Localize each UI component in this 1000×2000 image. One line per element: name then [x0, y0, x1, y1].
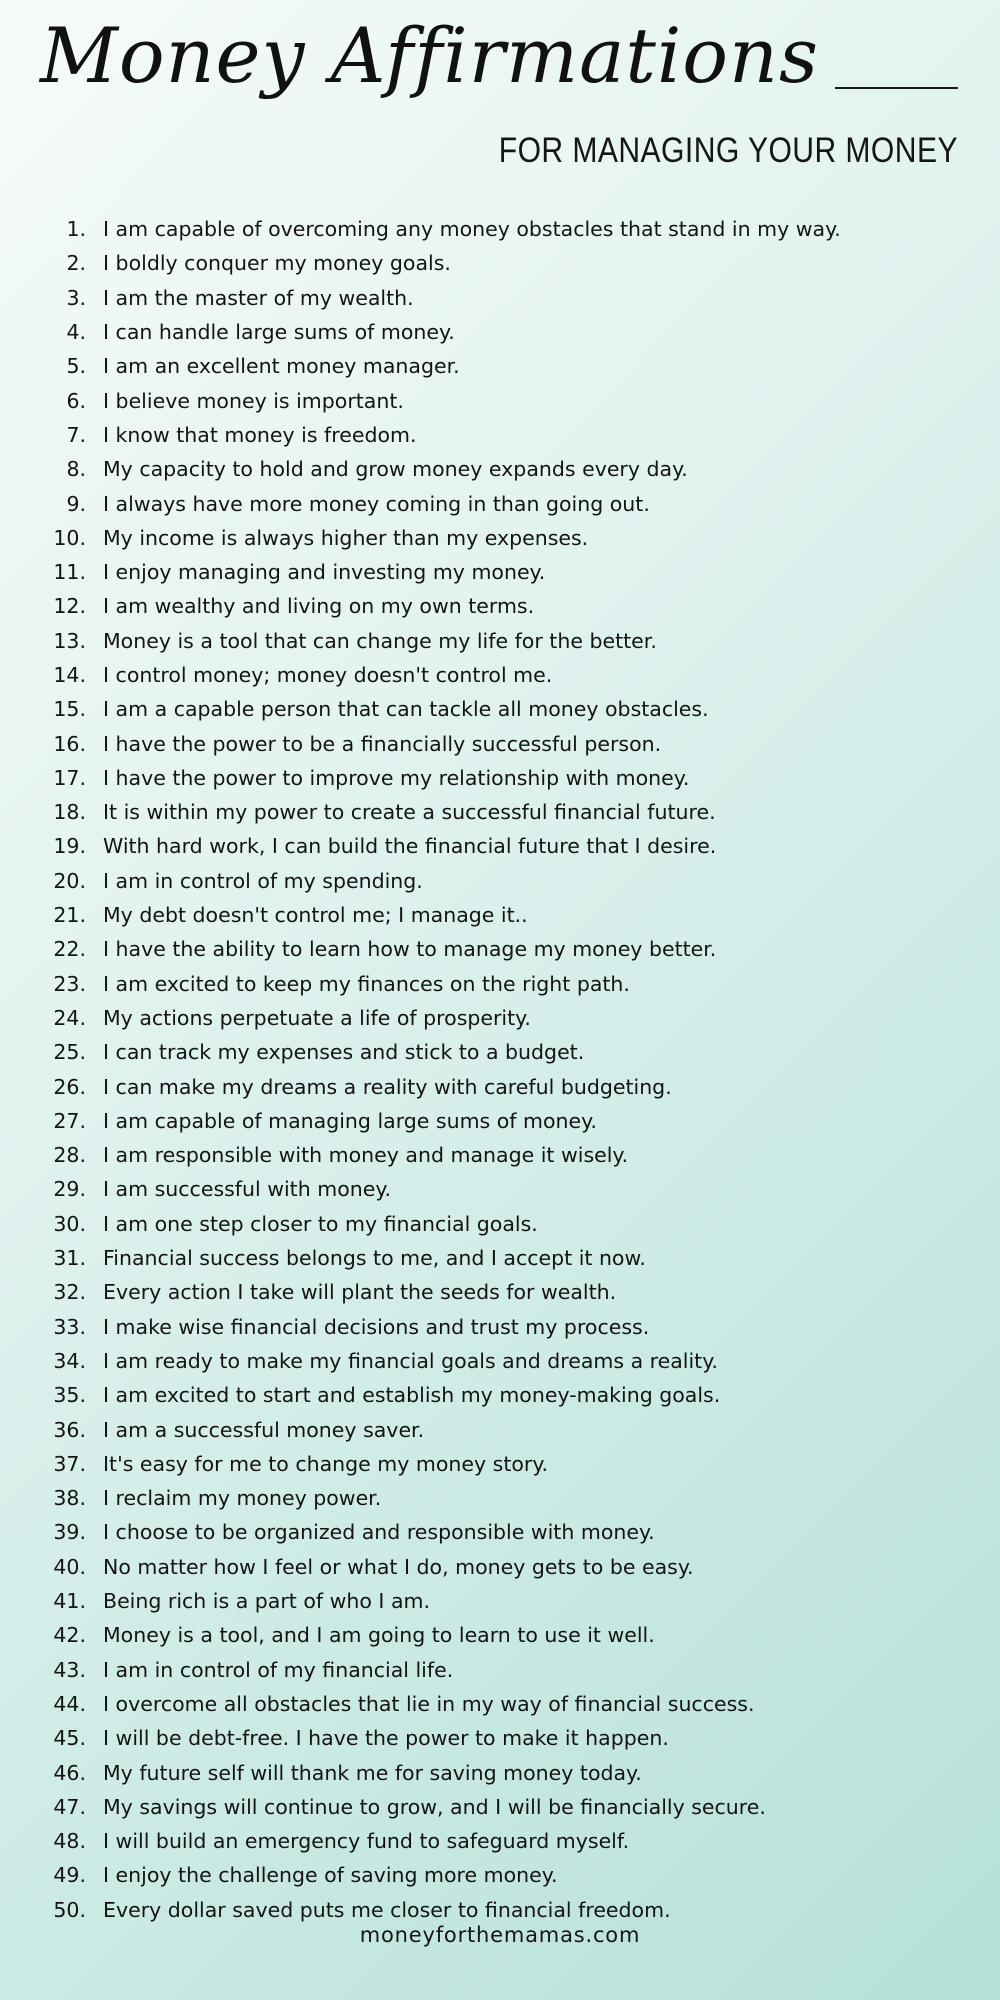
list-item [0, 589, 1000, 623]
list-item-number: 5. [66, 354, 86, 379]
list-item-text: I will be debt-free. I have the power to make it happen. [103, 1726, 669, 1751]
list-item-number: 19. [53, 834, 86, 859]
title-divider [835, 87, 958, 89]
list-item-text: With hard work, I can build the financial future that I desire. [103, 834, 717, 859]
list-item [0, 555, 1000, 589]
list-item-number: 50. [53, 1897, 86, 1922]
list-item-number: 20. [53, 868, 86, 893]
list-item [0, 658, 1000, 692]
list-item-number: 10. [53, 525, 86, 550]
list-item [0, 315, 1000, 349]
list-item-text: I am responsible with money and manage it wisely. [103, 1143, 629, 1168]
list-item-text: I reclaim my money power. [103, 1486, 382, 1511]
list-item-text: I have the power to be a financially successful person. [103, 731, 662, 756]
list-item-text: My debt doesn't control me; I manage it.. [103, 903, 528, 928]
list-item [0, 1447, 1000, 1481]
list-item [0, 246, 1000, 280]
list-item-text: Money is a tool, and I am going to learn to use it well. [103, 1623, 655, 1648]
list-item [0, 1858, 1000, 1892]
list-item-text: I am one step closer to my financial goals. [103, 1211, 538, 1236]
list-item [0, 829, 1000, 863]
list-item-number: 2. [66, 251, 86, 276]
list-item [0, 1069, 1000, 1103]
list-item-number: 14. [53, 663, 86, 687]
list-item-text: I choose to be organized and responsible with money. [103, 1520, 655, 1545]
list-item-number: 30. [53, 1211, 86, 1236]
list-item [0, 932, 1000, 966]
list-item-number: 45. [53, 1726, 86, 1751]
list-item-number: 48. [53, 1829, 86, 1854]
list-item [0, 1790, 1000, 1824]
list-item-number: 39. [53, 1520, 86, 1545]
list-item-number: 28. [53, 1143, 86, 1168]
list-item-text: My future self will thank me for saving money today. [103, 1760, 642, 1785]
list-item [0, 624, 1000, 658]
list-item-text: I am capable of overcoming any money obstacles that stand in my way. [103, 217, 841, 242]
list-item [0, 1275, 1000, 1309]
list-item-text: Being rich is a part of who I am. [103, 1589, 431, 1614]
list-item-number: 22. [53, 937, 86, 962]
list-item-number: 43. [53, 1657, 86, 1682]
list-item [0, 418, 1000, 452]
list-item [0, 486, 1000, 520]
list-item [0, 1584, 1000, 1618]
header [0, 0, 1000, 185]
list-item-text: I always have more money coming in than going out. [103, 491, 650, 516]
list-item [0, 349, 1000, 383]
list-item-text: I believe money is important. [103, 388, 404, 413]
footer-website: moneyforthemamas.com [359, 1923, 641, 1947]
list-item-number: 32. [53, 1280, 86, 1305]
list-item-text: Financial success belongs to me, and I accept it now. [103, 1246, 646, 1271]
list-item [0, 1550, 1000, 1584]
list-item-number: 38. [53, 1486, 86, 1511]
list-item-number: 47. [53, 1794, 86, 1819]
list-item-text: Money is a tool that can change my life for the better. [103, 628, 657, 653]
list-item-number: 41. [53, 1589, 86, 1614]
list-item [0, 1618, 1000, 1652]
list-item-text: My actions perpetuate a life of prosperity. [103, 1005, 531, 1030]
list-item [0, 383, 1000, 417]
list-item-number: 7. [66, 422, 86, 447]
list-item-text: I overcome all obstacles that lie in my way of financial success. [103, 1691, 755, 1716]
list-item-text: I am excited to keep my finances on the right path. [103, 971, 630, 996]
list-item-number: 15. [53, 697, 86, 722]
list-item-text: I enjoy managing and investing my money. [103, 560, 546, 585]
list-item-text: I am the master of my wealth. [103, 285, 414, 310]
list-item [0, 1344, 1000, 1378]
list-item [0, 1172, 1000, 1206]
list-item [0, 1412, 1000, 1446]
list-item-number: 1. [66, 217, 86, 242]
list-item [0, 761, 1000, 795]
list-item-text: I am successful with money. [103, 1177, 392, 1202]
list-item-number: 3. [66, 285, 86, 310]
list-item [0, 1001, 1000, 1035]
list-item-number: 49. [53, 1863, 86, 1888]
list-item-number: 37. [53, 1451, 86, 1476]
list-item-number: 9. [66, 491, 86, 516]
list-item [0, 1824, 1000, 1858]
list-item-text: I can make my dreams a reality with careful budgeting. [103, 1074, 672, 1099]
list-item-number: 21. [53, 903, 86, 928]
list-item-number: 31. [53, 1246, 86, 1271]
list-item-text: I have the ability to learn how to manage my money better. [103, 937, 717, 962]
list-item-text: I am ready to make my financial goals and dreams a reality. [103, 1348, 718, 1373]
page-subtitle: FOR MANAGING YOUR MONEY [498, 131, 958, 170]
list-item-text: I enjoy the challenge of saving more money. [103, 1863, 558, 1888]
list-item-text: It's easy for me to change my money story. [103, 1451, 549, 1476]
list-item-number: 8. [66, 457, 86, 482]
list-item [0, 1893, 1000, 1927]
list-item-number: 6. [66, 388, 86, 413]
list-item-number: 44. [53, 1691, 86, 1716]
list-item [0, 1721, 1000, 1755]
list-item-text: I am in control of my spending. [103, 868, 423, 893]
list-item [0, 726, 1000, 760]
list-item-number: 36. [53, 1417, 86, 1442]
list-item-number: 33. [53, 1314, 86, 1339]
list-item [0, 692, 1000, 726]
list-item-number: 42. [53, 1623, 86, 1648]
list-item [0, 1241, 1000, 1275]
list-item [0, 795, 1000, 829]
list-item-number: 24. [53, 1005, 86, 1030]
list-item-text: I am wealthy and living on my own terms. [103, 594, 535, 619]
list-item-number: 25. [53, 1040, 86, 1065]
list-item-text: I am capable of managing large sums of money. [103, 1108, 597, 1133]
list-item-text: I boldly conquer my money goals. [103, 251, 451, 276]
list-item-text: I make wise financial decisions and trust my process. [103, 1314, 650, 1339]
list-item [0, 1687, 1000, 1721]
list-item-text: It is within my power to create a successful financial future. [103, 800, 716, 825]
list-item-number: 40. [53, 1554, 86, 1579]
list-item-number: 11. [53, 560, 86, 585]
list-item [0, 1035, 1000, 1069]
list-item-text: I am an excellent money manager. [103, 354, 460, 379]
list-item-number: 16. [53, 731, 86, 756]
list-item-number: 23. [53, 971, 86, 996]
list-item-text: No matter how I feel or what I do, money gets to be easy. [103, 1554, 694, 1579]
list-item-text: I am in control of my financial life. [103, 1657, 454, 1682]
list-item-number: 18. [53, 800, 86, 825]
list-item-text: I can handle large sums of money. [103, 320, 455, 345]
list-item-number: 27. [53, 1108, 86, 1133]
list-item-text: I am a capable person that can tackle all money obstacles. [103, 697, 709, 722]
list-item [0, 1378, 1000, 1412]
list-item-text: I will build an emergency fund to safeguard myself. [103, 1829, 630, 1854]
list-item-text: I can track my expenses and stick to a budget. [103, 1040, 585, 1065]
list-item-number: 26. [53, 1074, 86, 1099]
list-item [0, 1207, 1000, 1241]
list-item [0, 1755, 1000, 1789]
list-item-number: 4. [66, 320, 86, 345]
list-item [0, 1481, 1000, 1515]
list-item-text: Every dollar saved puts me closer to financial freedom. [103, 1897, 671, 1922]
list-item-text: My capacity to hold and grow money expands every day. [103, 457, 688, 482]
list-item-text: I am excited to start and establish my money-making goals. [103, 1383, 721, 1408]
list-item [0, 1515, 1000, 1549]
list-item-number: 12. [53, 594, 86, 619]
list-item-number: 35. [53, 1383, 86, 1408]
list-item [0, 898, 1000, 932]
list-item [0, 1104, 1000, 1138]
list-item-text: I control money; money doesn't control me. [103, 663, 553, 687]
list-item [0, 521, 1000, 555]
list-item [0, 281, 1000, 315]
list-item [0, 1138, 1000, 1172]
affirmation-list [0, 212, 1000, 1927]
list-item-number: 17. [53, 765, 86, 790]
list-item [0, 864, 1000, 898]
list-item [0, 452, 1000, 486]
list-item [0, 967, 1000, 1001]
list-item-text: My savings will continue to grow, and I will be financially secure. [103, 1794, 766, 1819]
list-item [0, 1652, 1000, 1686]
list-item-number: 13. [53, 628, 86, 653]
page-title: Money Affirmations [40, 11, 819, 100]
list-item-number: 46. [53, 1760, 86, 1785]
list-item-text: I have the power to improve my relationship with money. [103, 765, 690, 790]
list-item [0, 1310, 1000, 1344]
list-item-text: I know that money is freedom. [103, 422, 417, 447]
list-item-number: 29. [53, 1177, 86, 1202]
list-item-number: 34. [53, 1348, 86, 1373]
list-item-text: My income is always higher than my expenses. [103, 525, 589, 550]
list-item [0, 212, 1000, 246]
list-item-text: Every action I take will plant the seeds for wealth. [103, 1280, 617, 1305]
list-item-text: I am a successful money saver. [103, 1417, 425, 1442]
